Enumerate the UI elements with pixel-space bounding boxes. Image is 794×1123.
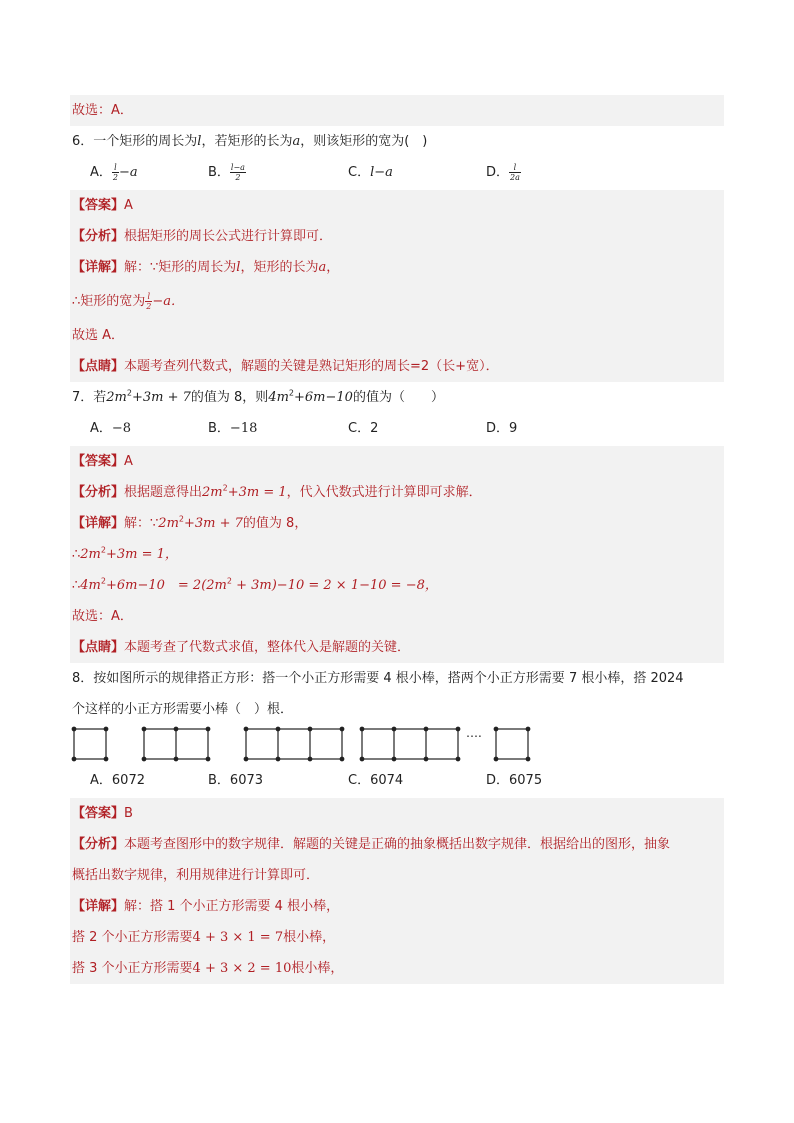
- q7-stem-b: 的值为 8，则: [190, 390, 269, 405]
- q8-line2-expr: 4 + 3 × 1 = 7: [192, 930, 284, 945]
- q8-detail: [70, 891, 724, 922]
- q6-stem-b: ，若矩形的长为: [201, 134, 293, 149]
- q7-option-a[interactable]: [90, 413, 131, 444]
- q7-option-c-value: 2: [370, 421, 379, 436]
- q8-answer: [70, 798, 724, 829]
- q6-var-l: l: [197, 134, 202, 149]
- q6-answer: [70, 190, 724, 221]
- q6-line2-a: ∴矩形的宽为: [72, 294, 146, 309]
- q6-option-c-expr: l−a: [370, 165, 393, 180]
- q8-option-d-label: D．: [486, 773, 510, 788]
- q6-var-a: a: [292, 134, 301, 149]
- q7-option-b[interactable]: [208, 413, 257, 444]
- q6-option-a-num: l: [112, 163, 119, 173]
- q7-analysis: [70, 477, 724, 508]
- q8-options: [70, 765, 724, 796]
- q6-analysis-text: 根据矩形的周长公式进行计算即可．: [124, 229, 333, 244]
- q7-detail-line2: [70, 539, 724, 570]
- q7-stem: [70, 382, 724, 413]
- q6-option-d-num: l: [509, 163, 521, 173]
- q6-line2-num: l: [145, 292, 152, 302]
- q6-option-c-label: C．: [348, 165, 371, 180]
- q6-detail-line2: [70, 283, 724, 320]
- q7-expr2-sup: 2: [288, 388, 295, 398]
- q7-answer-value: A: [124, 454, 133, 469]
- q7-option-a-value: −8: [111, 421, 132, 436]
- q7-detail-sup: 2: [178, 514, 184, 524]
- q8-analysis-line1: [70, 829, 724, 860]
- q8-line2-a: 搭 2 个小正方形需要: [72, 930, 193, 945]
- q7-detail-b: 的值为 8，: [242, 516, 308, 531]
- q7-option-b-value: −18: [229, 421, 258, 436]
- q8-line2-b: 根小棒，: [283, 930, 336, 945]
- q8-option-b-label: B．: [208, 773, 230, 788]
- q8-option-d[interactable]: [486, 765, 542, 796]
- q6-detail: [70, 252, 724, 283]
- q7-line3-expr-c: + 3m)−10 = 2 × 1−10 = −8，: [231, 578, 438, 593]
- q6-analysis: [70, 221, 724, 252]
- q7-expr1: 2m: [106, 390, 127, 405]
- q8-option-a[interactable]: [90, 765, 145, 796]
- q7-stem-a: 7．若: [72, 390, 107, 405]
- q8-line3-b: 根小棒，: [291, 961, 344, 976]
- q6-detail-var-a: a: [318, 260, 327, 275]
- q6-choose-text: 故选 A．: [72, 328, 125, 343]
- q7-options: [70, 413, 724, 444]
- q7-line2-a: ∴: [72, 547, 81, 562]
- q8-option-a-label: A．: [90, 773, 112, 788]
- q8-stem-line1-text: 8．按如图所示的规律搭正方形：搭一个小正方形需要 4 根小棒，搭两个小正方形需要 7 根小棒，搭 2024: [72, 671, 684, 686]
- q8-detail-a: 解：搭 1 个小正方形需要 4 根小棒，: [124, 899, 340, 914]
- q8-stem-line2: [70, 694, 724, 725]
- q7-expr1b: +3m + 7: [131, 390, 191, 405]
- q7-detail-expr: 2m: [158, 516, 179, 531]
- q6-option-b-frac: [230, 163, 246, 182]
- q7-answer-tag: 【答案】: [72, 454, 125, 469]
- q6-stem: [70, 126, 724, 157]
- q8-detail-tag: 【详解】: [72, 899, 125, 914]
- q8-option-c[interactable]: [348, 765, 403, 796]
- q7-comment: [70, 632, 724, 663]
- q7-line3-expr: 4m: [80, 578, 101, 593]
- q7-line3-expr-b: +6m−10 = 2(2m: [105, 578, 227, 593]
- q7-line2-expr: 2m: [80, 547, 101, 562]
- q8-stem-line2-text: 个这样的小正方形需要小棒（ ）根．: [72, 702, 294, 717]
- q7-expr2b: +6m−10: [294, 390, 353, 405]
- q6-option-c[interactable]: [348, 157, 393, 188]
- q6-comment: [70, 351, 724, 382]
- q8-detail-line2: [70, 922, 724, 953]
- q7-stem-c: 的值为（ ）: [352, 390, 444, 405]
- q6-detail-b: ，矩形的长为: [240, 260, 319, 275]
- q6-option-d[interactable]: [486, 157, 521, 188]
- q8-analysis-line2-text: 概括出数字规律，利用规律进行计算即可．: [72, 868, 320, 883]
- q7-option-d-label: D．: [486, 421, 510, 436]
- q8-analysis-line2: [70, 860, 724, 891]
- q8-option-c-value: 6074: [370, 773, 404, 788]
- prev-choose-line: [70, 95, 724, 126]
- q8-analysis-line1-text: 本题考查图形中的数字规律．解题的关键是正确的抽象概括出数字规律．根据给出的图形，抽象: [124, 837, 671, 852]
- q8-line3-a: 搭 3 个小正方形需要: [72, 961, 193, 976]
- q7-line3-sup2: 2: [226, 576, 232, 586]
- q6-option-a-label: A．: [90, 165, 112, 180]
- document-page: [70, 95, 724, 984]
- q7-answer: [70, 446, 724, 477]
- q7-detail-a: 解：∵: [124, 516, 159, 531]
- q6-option-b-den: 2: [235, 173, 241, 182]
- q8-option-b[interactable]: [208, 765, 263, 796]
- q8-fig-2-squares: [142, 727, 210, 761]
- q6-option-d-den: 2a: [510, 173, 520, 182]
- q7-expr2: 4m: [268, 390, 289, 405]
- q7-option-d-value: 9: [509, 421, 518, 436]
- q8-analysis-tag: 【分析】: [72, 837, 125, 852]
- q7-option-d[interactable]: [486, 413, 517, 444]
- q6-option-b[interactable]: [208, 157, 246, 188]
- q7-line2-sup: 2: [100, 545, 106, 555]
- q7-detail-tag: 【详解】: [72, 516, 125, 531]
- q8-ellipsis: ….: [466, 726, 482, 740]
- q6-analysis-tag: 【分析】: [72, 229, 125, 244]
- q7-expr1-sup: 2: [126, 388, 132, 398]
- q8-answer-tag: 【答案】: [72, 806, 125, 821]
- q6-option-b-label: B．: [208, 165, 230, 180]
- q7-option-a-label: A．: [90, 421, 112, 436]
- q8-line3-expr: 4 + 3 × 2 = 10: [192, 961, 292, 976]
- q6-detail-var-l: l: [236, 260, 241, 275]
- q6-options: [70, 157, 724, 188]
- q6-answer-tag: 【答案】: [72, 198, 125, 213]
- q6-stem-a: 6．一个矩形的周长为: [72, 134, 198, 149]
- q7-analysis-tag: 【分析】: [72, 485, 125, 500]
- q6-detail-a: 解：∵矩形的周长为: [124, 260, 237, 275]
- q8-option-a-value: 6072: [111, 773, 145, 788]
- q7-analysis-b: ，代入代数式进行计算即可求解．: [286, 485, 482, 500]
- q8-fig-1-square: [72, 727, 108, 761]
- q7-analysis-expr-b: +3m = 1: [227, 485, 287, 500]
- q8-option-c-label: C．: [348, 773, 371, 788]
- q6-option-a[interactable]: [90, 157, 138, 188]
- q6-stem-c: ，则该矩形的宽为( ): [300, 134, 428, 149]
- q7-detail-expr-b: +3m + 7: [184, 516, 243, 531]
- q6-option-d-label: D．: [486, 165, 510, 180]
- q8-stem-line1: [70, 663, 724, 694]
- q7-line3-a: ∴: [72, 578, 81, 593]
- q7-detail: [70, 508, 724, 539]
- q6-option-a-den: 2: [112, 173, 118, 182]
- q8-detail-line3: [70, 953, 724, 984]
- q6-comment-text: 本题考查列代数式，解题的关键是熟记矩形的周长=2（长+宽）．: [124, 359, 499, 374]
- q6-choose: [70, 320, 724, 351]
- q7-option-c-label: C．: [348, 421, 371, 436]
- q8-answer-value: B: [124, 806, 133, 821]
- q7-analysis-sup: 2: [222, 483, 228, 493]
- q7-detail-line3: [70, 570, 724, 601]
- prev-choose-text: 故选：A．: [72, 103, 133, 118]
- q7-analysis-a: 根据题意得出: [124, 485, 203, 500]
- q7-choose-text: 故选：A．: [72, 609, 133, 624]
- q6-line2-tail: −a．: [152, 294, 185, 309]
- q6-comment-tag: 【点睛】: [72, 359, 125, 374]
- q8-fig-4-squares: [360, 727, 460, 761]
- q7-option-c[interactable]: [348, 413, 378, 444]
- q8-option-b-value: 6073: [229, 773, 264, 788]
- q8-option-d-value: 6075: [509, 773, 543, 788]
- q8-fig-n-square: [494, 727, 530, 761]
- q6-line2-den: 2: [146, 302, 152, 311]
- q6-option-a-tail: −a: [119, 165, 138, 180]
- q7-comment-text: 本题考查了代数式求值，整体代入是解题的关键．: [124, 640, 411, 655]
- q7-option-b-label: B．: [208, 421, 230, 436]
- q7-comment-tag: 【点睛】: [72, 640, 125, 655]
- q7-analysis-expr: 2m: [202, 485, 223, 500]
- q7-line3-sup1: 2: [100, 576, 106, 586]
- q6-option-a-frac: [112, 163, 119, 182]
- q6-detail-c: ，: [326, 260, 340, 275]
- q6-answer-value: A: [124, 198, 133, 213]
- q7-choose: [70, 601, 724, 632]
- q8-fig-3-squares: [244, 727, 344, 761]
- q6-option-b-num: l−a: [230, 163, 245, 172]
- q8-figure: [70, 725, 724, 765]
- q7-line2-expr-b: +3m = 1，: [105, 547, 178, 562]
- q6-detail-tag: 【详解】: [72, 260, 125, 275]
- q6-option-d-frac: [509, 163, 521, 182]
